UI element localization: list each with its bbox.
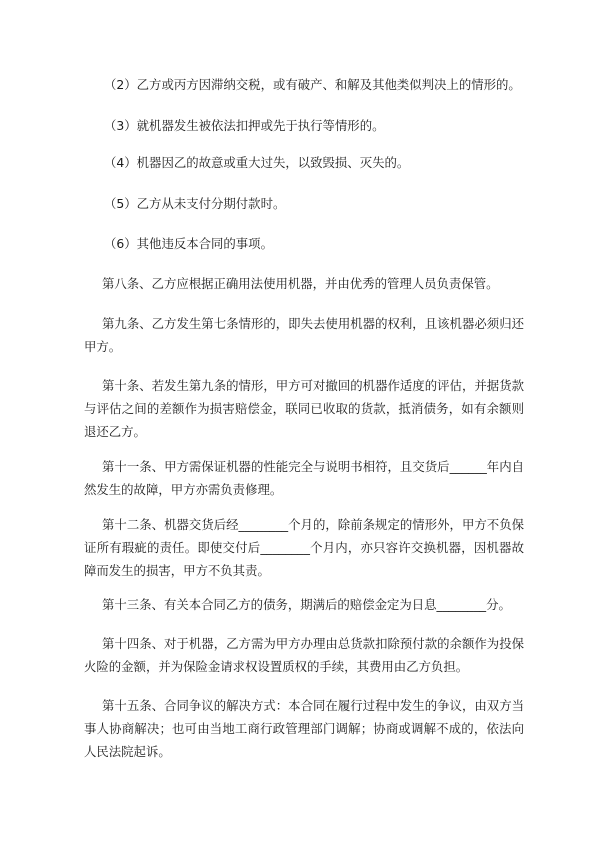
clause-item-4: （4）机器因乙的故意或重大过失，以致毁损、灭失的。: [104, 155, 410, 170]
clause-item-6: （6）其他违反本合同的事项。: [104, 236, 273, 251]
article-13: 第十三条、有关本合同乙方的债务，期满后的赔偿金定为日息________分。: [102, 597, 511, 612]
article-11: 第十一条、甲方需保证机器的性能完全与说明书相符，且交货后______年内自然发生的故障，甲方亦需负责修理。: [84, 459, 524, 497]
article-9: 第九条、乙方发生第七条情形的，即失去使用机器的权利，且该机器必须归还甲方。: [84, 316, 524, 354]
article-12: 第十二条、机器交货后经________个月的，除前条规定的情形外，甲方不负保证所有瑕疵的责任。即使交付后________个月内，亦只容许交换机器，因机器故障而发生的损害，甲方不负其责。: [84, 517, 524, 578]
article-10: 第十条、若发生第九条的情形，甲方可对撤回的机器作适度的评估，并据货款与评估之间的差额作为损害赔偿金，联同已收取的货款，抵消债务，如有余额则退还乙方。: [84, 378, 524, 439]
clause-item-2: （2）乙方或丙方因滞纳交税，或有破产、和解及其他类似判决上的情形的。: [104, 77, 521, 92]
clause-item-3: （3）就机器发生被依法扣押或先于执行等情形的。: [104, 118, 385, 133]
article-8: 第八条、乙方应根据正确用法使用机器，并由优秀的管理人员负责保管。: [102, 276, 499, 291]
article-14: 第十四条、对于机器，乙方需为甲方办理由总货款扣除预付款的余额作为投保火险的金额，并为保险金请求权设置质权的手续，其费用由乙方负担。: [84, 636, 524, 674]
clause-item-5: （5）乙方从未支付分期付款时。: [104, 196, 286, 211]
article-15: 第十五条、合同争议的解决方式：本合同在履行过程中发生的争议，由双方当事人协商解决；也可由当地工商行政管理部门调解；协商或调解不成的，依法向人民法院起诉。: [84, 698, 524, 759]
